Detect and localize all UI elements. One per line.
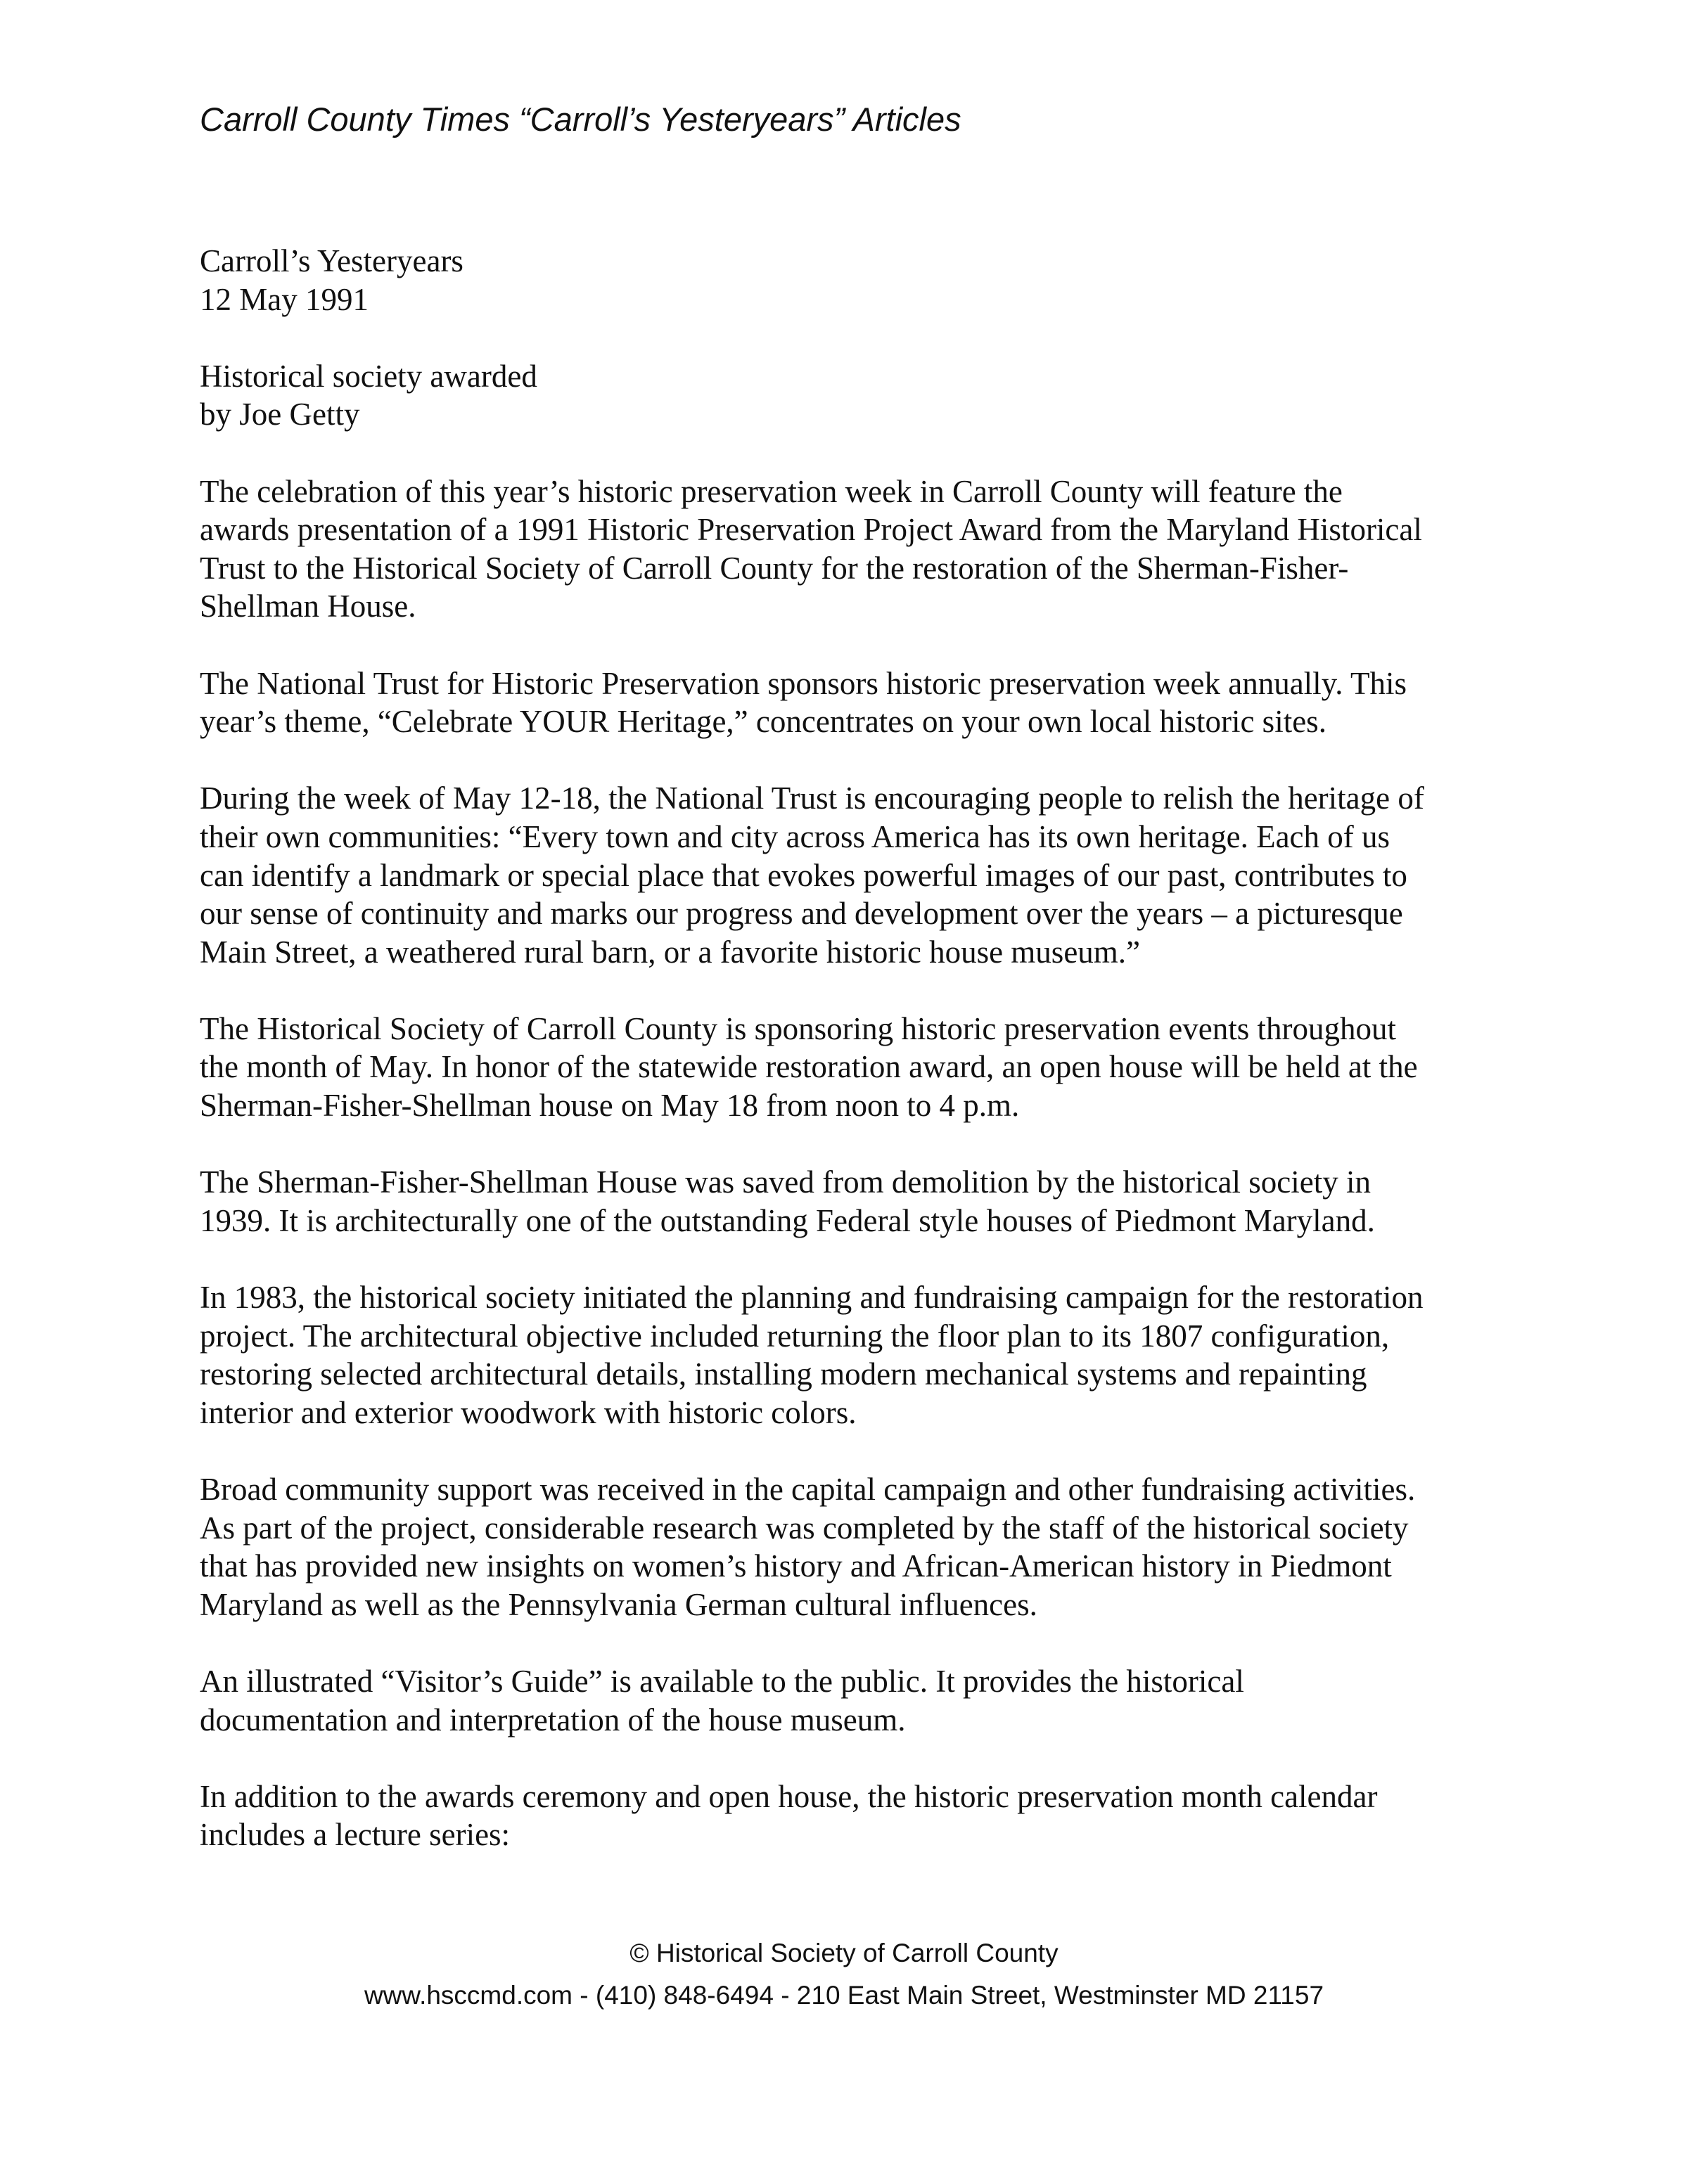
paragraph xyxy=(200,1163,1424,1240)
paragraph-line: Trust to the Historical Society of Carroll County for the restoration of the Sherman-Fisher- xyxy=(200,550,1349,586)
paragraph-line: The National Trust for Historic Preservation sponsors historic preservation week annually. This xyxy=(200,665,1407,701)
paragraph-line: interior and exterior woodwork with historic colors. xyxy=(200,1394,857,1430)
footer-contact: www.hsccmd.com - (410) 848-6494 - 210 East Main Street, Westminster MD 21157 xyxy=(364,1981,1324,2010)
article-date: 12 May 1991 xyxy=(200,281,369,317)
paragraph xyxy=(200,473,1424,626)
paragraph-line: includes a lecture series: xyxy=(200,1817,511,1853)
paragraph-line: Broad community support was received in the capital campaign and other fundraising activities. xyxy=(200,1472,1416,1507)
headline: Historical society awarded xyxy=(200,358,537,394)
article-meta xyxy=(200,242,1424,319)
page-footer xyxy=(0,1932,1688,2017)
paragraph-line: In 1983, the historical society initiated the planning and fundraising campaign for the restoration xyxy=(200,1280,1424,1316)
paragraph-line: project. The architectural objective included returning the floor plan to its 1807 configuration, xyxy=(200,1318,1390,1354)
paragraph xyxy=(200,1662,1424,1739)
paragraph-line: The Sherman-Fisher-Shellman House was saved from demolition by the historical society in xyxy=(200,1164,1371,1200)
paragraph-line: Main Street, a weathered rural barn, or a favorite historic house museum.” xyxy=(200,934,1141,970)
byline: by Joe Getty xyxy=(200,397,360,432)
paragraph xyxy=(200,664,1424,741)
paragraph-line: our sense of continuity and marks our progress and development over the years – a picturesque xyxy=(200,896,1403,932)
paragraph-line: As part of the project, considerable research was completed by the staff of the historical society xyxy=(200,1510,1409,1546)
footer-copyright: © Historical Society of Carroll County xyxy=(629,1939,1059,1967)
paragraph-line: awards presentation of a 1991 Historic Preservation Project Award from the Maryland Historical xyxy=(200,512,1422,548)
paragraph xyxy=(200,1278,1424,1432)
document-header: Carroll County Times “Carroll’s Yesteryears” Articles xyxy=(200,101,961,138)
paragraph-line: documentation and interpretation of the house museum. xyxy=(200,1702,906,1737)
paragraph xyxy=(200,1778,1424,1854)
article-paragraphs xyxy=(200,473,1424,1854)
paragraph-line: the month of May. In honor of the statewide restoration award, an open house will be held at the xyxy=(200,1049,1418,1085)
paragraph-line: 1939. It is architecturally one of the outstanding Federal style houses of Piedmont Maryland. xyxy=(200,1202,1375,1238)
paragraph xyxy=(200,779,1424,971)
paragraph-line: The Historical Society of Carroll County is sponsoring historic preservation events throughout xyxy=(200,1010,1396,1046)
paragraph-line: Shellman House. xyxy=(200,589,416,624)
paragraph-line: restoring selected architectural details, installing modern mechanical systems and repainting xyxy=(200,1356,1367,1392)
paragraph-line: their own communities: “Every town and city across America has its own heritage. Each of us xyxy=(200,818,1390,854)
paragraph-line: In addition to the awards ceremony and open house, the historic preservation month calendar xyxy=(200,1778,1378,1814)
article-body xyxy=(200,242,1424,1893)
paragraph-line: The celebration of this year’s historic preservation week in Carroll County will feature the xyxy=(200,473,1343,509)
paragraph-line: During the week of May 12-18, the National Trust is encouraging people to relish the heritage of xyxy=(200,781,1424,816)
article-title-block xyxy=(200,357,1424,434)
paragraph-line: Maryland as well as the Pennsylvania German cultural influences. xyxy=(200,1586,1037,1622)
paragraph-line: that has provided new insights on women’s history and African-American history in Piedmont xyxy=(200,1548,1392,1584)
paragraph-line: can identify a landmark or special place that evokes powerful images of our past, contributes to xyxy=(200,857,1407,893)
paragraph xyxy=(200,1010,1424,1125)
paragraph-line: Sherman-Fisher-Shellman house on May 18 from noon to 4 p.m. xyxy=(200,1088,1020,1124)
paragraph-line: year’s theme, “Celebrate YOUR Heritage,” concentrates on your own local historic sites. xyxy=(200,704,1326,740)
paragraph-line: An illustrated “Visitor’s Guide” is available to the public. It provides the historical xyxy=(200,1663,1244,1699)
paragraph xyxy=(200,1470,1424,1624)
column-name: Carroll’s Yesteryears xyxy=(200,243,463,278)
